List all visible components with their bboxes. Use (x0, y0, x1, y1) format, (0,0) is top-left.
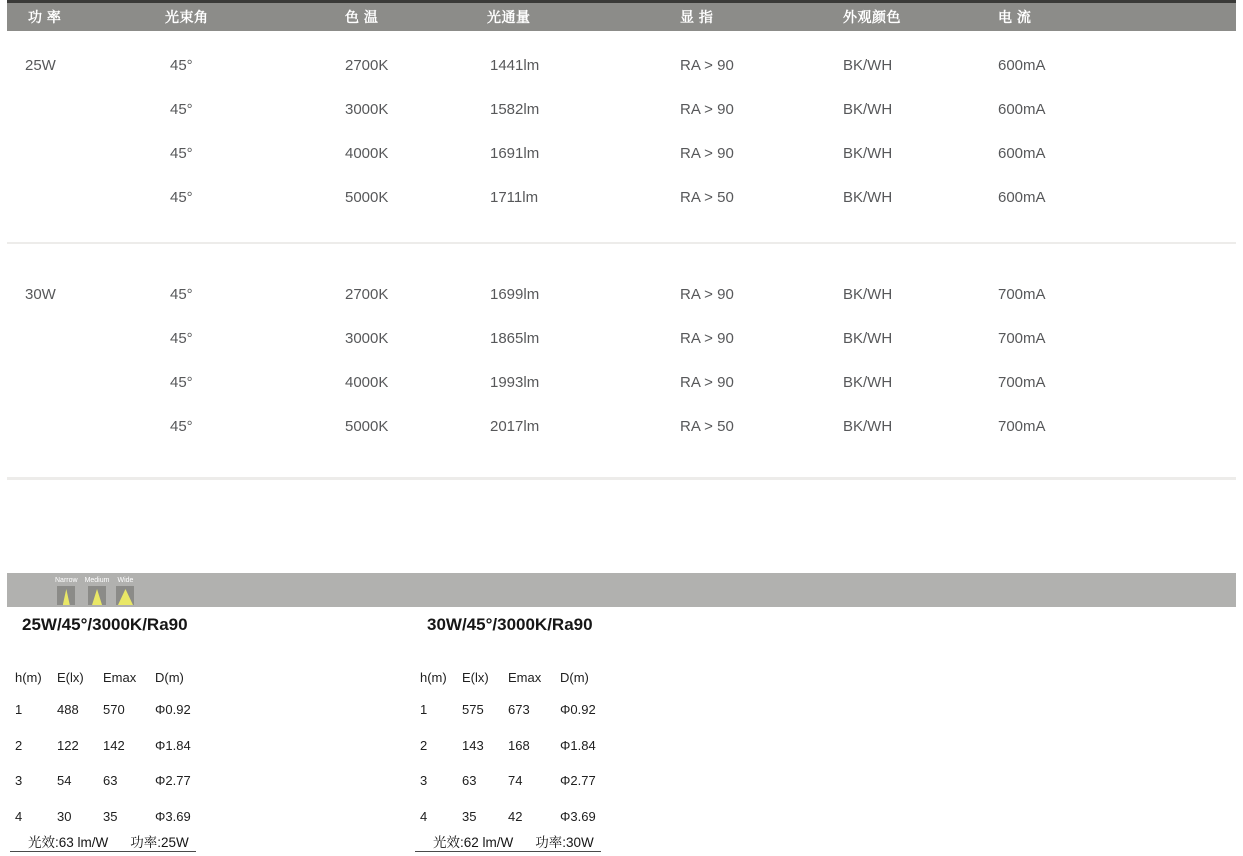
cell-e: 575 (462, 702, 484, 718)
beam-angle-cell: 45° (170, 56, 193, 74)
spec-group-30w (7, 272, 1236, 448)
finish-cell: BK/WH (843, 329, 893, 347)
photometric-footer (10, 834, 196, 852)
beam-legend-item-narrow (55, 576, 78, 605)
cct-cell: 3000K (345, 100, 389, 118)
current-cell: 600mA (998, 100, 1046, 118)
cri-cell: RA > 90 (680, 329, 734, 347)
header-flux: 光通量 (487, 9, 531, 25)
col-header-h: h(m) (420, 669, 447, 685)
flux-cell: 1691lm (490, 144, 540, 162)
header-cri: 显 指 (680, 9, 714, 25)
spec-row (7, 87, 1236, 131)
wide-beam-icon (116, 586, 134, 605)
cell-emax: 63 (103, 773, 118, 789)
section-divider (7, 477, 1236, 480)
current-cell: 700mA (998, 417, 1046, 435)
photometric-table-25w (8, 614, 408, 852)
spec-row (7, 360, 1236, 404)
cell-emax: 570 (103, 702, 125, 718)
cct-cell: 3000K (345, 329, 389, 347)
spec-row (7, 131, 1236, 175)
cell-h: 3 (420, 773, 428, 789)
cell-d: Φ0.92 (155, 702, 191, 718)
current-cell: 700mA (998, 285, 1046, 303)
cell-emax: 35 (103, 808, 118, 824)
cell-d: Φ2.77 (560, 773, 596, 789)
col-header-e: E(lx) (57, 669, 84, 685)
power-cell: 30W (25, 285, 56, 303)
cri-cell: RA > 90 (680, 100, 734, 118)
power-value: 功率:30W (535, 835, 594, 850)
finish-cell: BK/WH (843, 417, 893, 435)
header-power: 功 率 (28, 9, 62, 25)
photometric-footer (415, 834, 601, 852)
beam-angle-cell: 45° (170, 144, 193, 162)
beam-label-narrow: Narrow (55, 577, 78, 584)
beam-angle-cell: 45° (170, 188, 193, 206)
cell-e: 63 (462, 773, 477, 789)
cell-h: 2 (15, 737, 23, 753)
cct-cell: 4000K (345, 144, 389, 162)
cri-cell: RA > 50 (680, 188, 734, 206)
cell-d: Φ0.92 (560, 702, 596, 718)
beam-label-medium: Medium (84, 577, 110, 584)
header-beam-angle: 光束角 (165, 9, 209, 25)
current-cell: 600mA (998, 144, 1046, 162)
cell-h: 4 (15, 808, 23, 824)
current-cell: 600mA (998, 188, 1046, 206)
flux-cell: 1993lm (490, 373, 540, 391)
finish-cell: BK/WH (843, 188, 893, 206)
col-header-d: D(m) (560, 669, 589, 685)
medium-beam-icon (88, 586, 106, 605)
cell-emax: 673 (508, 702, 530, 718)
cri-cell: RA > 50 (680, 417, 734, 435)
power-value: 功率:25W (130, 835, 189, 850)
cct-cell: 4000K (345, 373, 389, 391)
cell-d: Φ3.69 (560, 808, 596, 824)
cell-d: Φ1.84 (560, 737, 596, 753)
efficacy-value: 光效:62 lm/W (433, 835, 514, 850)
current-cell: 600mA (998, 56, 1046, 74)
spec-table-header (7, 0, 1236, 31)
cri-cell: RA > 90 (680, 285, 734, 303)
cct-cell: 5000K (345, 417, 389, 435)
cri-cell: RA > 90 (680, 373, 734, 391)
finish-cell: BK/WH (843, 285, 893, 303)
cell-h: 4 (420, 808, 428, 824)
flux-cell: 1711lm (490, 188, 539, 206)
beam-legend-item-wide (116, 576, 134, 605)
cri-cell: RA > 90 (680, 144, 734, 162)
photometric-grid (413, 662, 813, 834)
spec-row (7, 272, 1236, 316)
header-current: 电 流 (998, 9, 1032, 25)
cell-e: 122 (57, 737, 79, 753)
flux-cell: 1441lm (490, 56, 540, 74)
cell-d: Φ3.69 (155, 808, 191, 824)
beam-legend (55, 576, 134, 605)
beam-angle-cell: 45° (170, 373, 193, 391)
finish-cell: BK/WH (843, 56, 893, 74)
power-cell: 25W (25, 56, 56, 74)
spec-row (7, 43, 1236, 87)
cell-e: 35 (462, 808, 477, 824)
cell-h: 2 (420, 737, 428, 753)
beam-angle-cell: 45° (170, 417, 193, 435)
finish-cell: BK/WH (843, 373, 893, 391)
finish-cell: BK/WH (843, 100, 893, 118)
flux-cell: 1699lm (490, 285, 540, 303)
spec-row (7, 404, 1236, 448)
beam-legend-bar (7, 573, 1236, 607)
beam-legend-item-medium (85, 576, 110, 605)
cell-e: 488 (57, 702, 79, 718)
photometric-title: 30W/45°/3000K/Ra90 (427, 615, 593, 634)
cct-cell: 5000K (345, 188, 389, 206)
flux-cell: 1865lm (490, 329, 540, 347)
spec-group-25w (7, 43, 1236, 219)
cell-h: 1 (420, 702, 428, 718)
col-header-emax: Emax (508, 669, 542, 685)
flux-cell: 2017lm (490, 417, 540, 435)
cri-cell: RA > 90 (680, 56, 734, 74)
cell-h: 3 (15, 773, 23, 789)
col-header-d: D(m) (155, 669, 184, 685)
narrow-beam-icon (57, 586, 75, 605)
cell-e: 143 (462, 737, 484, 753)
cct-cell: 2700K (345, 285, 389, 303)
beam-label-wide: Wide (117, 577, 134, 584)
beam-angle-cell: 45° (170, 100, 193, 118)
col-header-h: h(m) (15, 669, 42, 685)
cell-emax: 74 (508, 773, 523, 789)
cell-emax: 142 (103, 737, 125, 753)
header-finish: 外观颜色 (843, 9, 901, 25)
header-cct: 色 温 (345, 9, 379, 25)
cell-h: 1 (15, 702, 23, 718)
cell-e: 30 (57, 808, 72, 824)
cell-e: 54 (57, 773, 72, 789)
beam-angle-cell: 45° (170, 329, 193, 347)
spec-row (7, 175, 1236, 219)
photometric-table-30w (413, 614, 813, 852)
cell-d: Φ2.77 (155, 773, 191, 789)
current-cell: 700mA (998, 373, 1046, 391)
photometric-title: 25W/45°/3000K/Ra90 (22, 615, 188, 634)
col-header-emax: Emax (103, 669, 137, 685)
cct-cell: 2700K (345, 56, 389, 74)
cell-emax: 168 (508, 737, 530, 753)
photometric-grid (8, 662, 408, 834)
cell-d: Φ1.84 (155, 737, 191, 753)
finish-cell: BK/WH (843, 144, 893, 162)
group-divider (7, 242, 1236, 244)
beam-angle-cell: 45° (170, 285, 193, 303)
flux-cell: 1582lm (490, 100, 540, 118)
spec-row (7, 316, 1236, 360)
cell-emax: 42 (508, 808, 523, 824)
current-cell: 700mA (998, 329, 1046, 347)
efficacy-value: 光效:63 lm/W (28, 835, 109, 850)
col-header-e: E(lx) (462, 669, 489, 685)
